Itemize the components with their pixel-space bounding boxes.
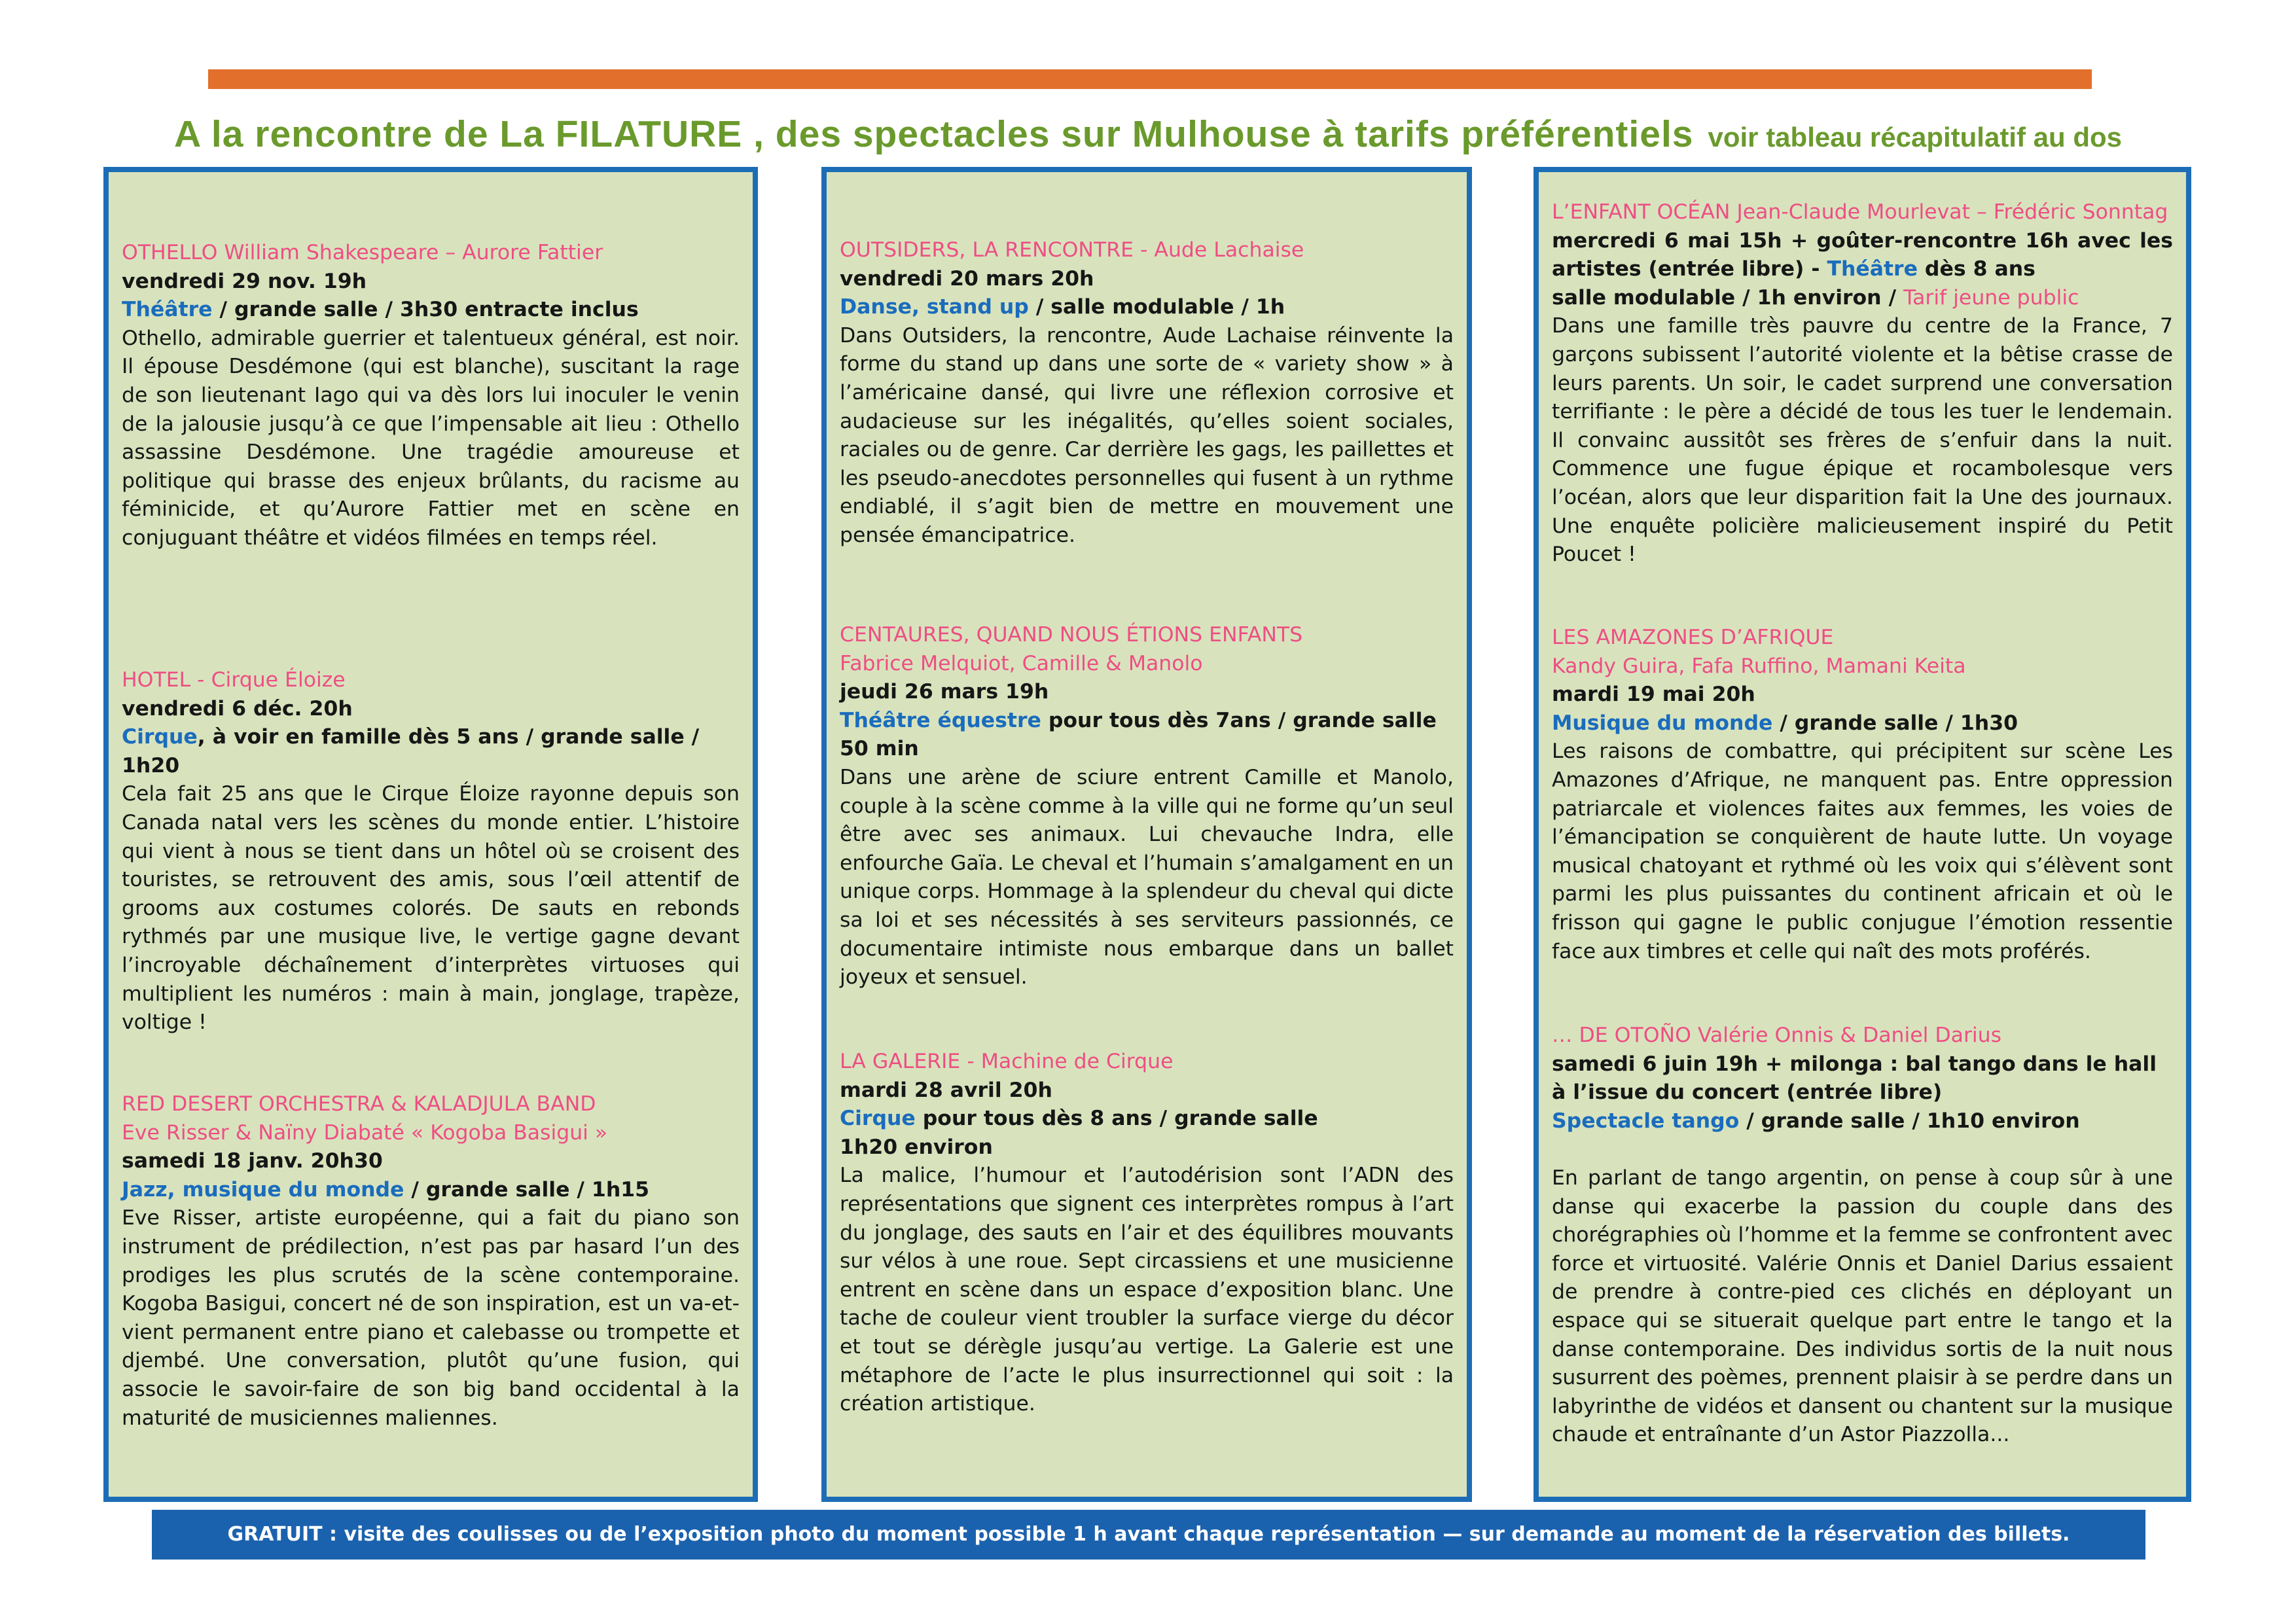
event-title: OTHELLO William Shakespeare – Aurore Fattier <box>122 241 603 264</box>
event-title: CENTAURES, QUAND NOUS ÉTIONS ENFANTS <box>840 623 1303 647</box>
event-info: dès 8 ans <box>1917 257 2036 281</box>
event-centaures <box>840 621 1454 992</box>
footer-label: GRATUIT <box>227 1523 323 1546</box>
event-info: / salle modulable / 1h <box>1028 295 1285 319</box>
event-hotel <box>122 666 740 1037</box>
page-title-subtitle: voir tableau récapitulatif au dos <box>1708 122 2122 152</box>
event-genre: Théâtre <box>122 298 213 322</box>
column-2 <box>821 167 1472 1502</box>
event-title: LES AMAZONES D’AFRIQUE <box>1552 626 1834 649</box>
event-artists: Fabrice Melquiot, Camille & Manolo <box>840 651 1203 675</box>
event-date: mercredi 6 mai 15h + goûter-rencontre 16h avec les artistes (entrée libre) - <box>1552 228 2173 281</box>
event-title: HOTEL - Cirque Éloize <box>122 668 346 692</box>
event-date: samedi 18 janv. 20h30 <box>122 1149 383 1173</box>
event-info: / grande salle / 1h30 <box>1772 711 2018 735</box>
event-red-desert <box>122 1090 740 1433</box>
event-date: samedi 6 juin 19h + milonga : bal tango dans le hall à l’issue du concert (entrée libre) <box>1552 1052 2157 1105</box>
event-info: / grande salle / 1h10 environ <box>1739 1109 2080 1133</box>
event-description: En parlant de tango argentin, on pense à coup sûr à une danse qui exacerbe la passion du couple dans des chorégraphies où l’homme et la femme se confrontent avec force et virtuosité. Valérie Onnis et Daniel Darius essaient de prendre à contre-pied ces clichés en déployant un espace qui se situerait quelque part entre le tango et la danse contemporaine. Des individus sortis de la nuit nous susurrent des poèmes, prennent plaisir à se perdre dans un labyrinthe de vidéos et dansent ou chantent sur la musique chaude et entraînante d’un Astor Piazzolla... <box>1552 1166 2173 1447</box>
event-date: mardi 19 mai 20h <box>1552 683 1755 707</box>
page-title <box>0 105 2296 173</box>
event-date: vendredi 6 déc. 20h <box>122 696 353 721</box>
event-description: Les raisons de combattre, qui précipitent sur scène Les Amazones d’Afrique, ne manquent pas. Entre oppression patriarcale et violences faites aux femmes, les voies de l’émancipation se conquièrent de haute lutte. Un voyage musical chatoyant et rythmé où les voix qui s’élèvent sont parmi les plus puissantes du continent africain et où le frisson qui gagne le public conjugue l’émotion ressentie face aux timbres et celle qui naît des mots proférés. <box>1552 740 2173 963</box>
event-description: Eve Risser, artiste européenne, qui a fait du piano son instrument de prédilection, n’est pas par hasard l’un des prodiges les plus scrutés de la scène contemporaine. Kogoba Basigui, concert né de son inspiration, est un va-et-vient permanent entre piano et calebasse ou trompette et djembé. Une conversation, plutôt qu’une fusion, qui associe le savoir-faire de son big band occidental à la maturité de musiciennes maliennes. <box>122 1206 740 1430</box>
event-description: Othello, admirable guerrier et talentueux général, est noir. Il épouse Desdémone (qui est blanche), suscitant la rage de son lieutenant Iago qui va dès lors lui inoculer le venin de la jalousie jusqu’à ce que l’impensable ait lieu : Othello assassine Desdémone. Une tragédie amoureuse et politique qui brasse des enjeux brûlants, du racisme au féminicide, et qu’Aurore Fattier met en scène en conjuguant théâtre et vidéos filmées en temps réel. <box>122 326 740 550</box>
event-title: L’ENFANT OCÉAN Jean-Claude Mourlevat – Frédéric Sonntag <box>1552 200 2168 224</box>
event-info: pour tous dès 7ans / grande salle <box>1041 708 1437 732</box>
event-artists: Eve Risser & Naïny Diabaté « Kogoba Basigui » <box>122 1120 608 1145</box>
footer-banner <box>152 1510 2145 1560</box>
event-date: vendredi 20 mars 20h <box>840 266 1094 291</box>
event-date: vendredi 29 nov. 19h <box>122 269 367 293</box>
event-description: Dans une famille très pauvre du centre de la France, 7 garçons subissent l’autorité violente et la bêtise crasse de leurs parents. Un soir, le cadet surprend une conversation terrifiante : le père a décidé de tous les tuer le lendemain. Il convainc aussitôt ses frères de s’enfuir dans la nuit. Commence une fugue épique et rocambolesque vers l’océan, alors que leur disparition fait la Une des journaux. Une enquête policière malicieusement inspiré du Petit Poucet ! <box>1552 314 2173 567</box>
event-genre: Cirque <box>840 1107 916 1131</box>
event-date: jeudi 26 mars 19h <box>840 680 1049 704</box>
event-otono <box>1552 1022 2173 1450</box>
event-info-2: salle modulable / 1h environ / <box>1552 285 1904 310</box>
column-3 <box>1534 167 2191 1502</box>
event-date: mardi 28 avril 20h <box>840 1078 1052 1102</box>
event-galerie <box>840 1048 1454 1419</box>
event-info: , à voir en famille dès 5 ans / grande salle / 1h20 <box>122 725 700 777</box>
event-outsiders <box>840 236 1454 550</box>
event-duration: 1h20 environ <box>840 1135 993 1159</box>
event-genre: Jazz, musique du monde <box>122 1177 404 1202</box>
event-description: La malice, l’humour et l’autodérision sont l’ADN des représentations que signent ces interprètes rompus à l’art du jonglage, des sauts en l’air et des équilibres mouvants sur vélos à une roue. Sept circassiens et une musicienne entrent en scène dans un espace d’exposition blanc. Une tache de couleur vient troubler la surface vierge du décor et tout se dérègle jusqu’au vertige. La Galerie est une métaphore de l’acte le plus insurrectionnel qui soit : la création artistique. <box>840 1164 1454 1416</box>
event-genre: Danse, stand up <box>840 295 1029 319</box>
event-title: RED DESERT ORCHESTRA & KALADJULA BAND <box>122 1092 596 1116</box>
event-genre: Cirque <box>122 725 198 749</box>
event-description: Cela fait 25 ans que le Cirque Éloize rayonne depuis son Canada natal vers les scènes du monde entier. L’histoire qui vient à nous se tient dans un hôtel où se croisent des touristes, se retrouvent des amis, sous l’œil attentif de grooms aux costumes colorés. De sauts en rebonds rythmés par une musique live, le vertige gagne devant l’incroyable déchaînement d’interprètes virtuoses qui multiplient les numéros : main à main, jonglage, trapèze, voltige ! <box>122 782 740 1035</box>
page-title-main: A la rencontre de La FILATURE , des spectacles sur Mulhouse à tarifs préférentiels <box>174 113 1694 155</box>
event-title: LA GALERIE - Machine de Cirque <box>840 1050 1174 1073</box>
event-genre: Théâtre <box>1827 257 1918 281</box>
event-title: OUTSIDERS, LA RENCONTRE - Aude Lachaise <box>840 238 1304 262</box>
event-tarif: Tarif jeune public <box>1903 285 2079 310</box>
event-description: Dans une arène de sciure entrent Camille et Manolo, couple à la scène comme à la ville qui ne forme qu’un seul être avec ses animaux. Lui chevauche Indra, elle enfourche Gaïa. Le cheval et l’humain s’amalgament en un unique corps. Hommage à la splendeur du cheval qui dicte sa loi et ses nécessités à ses serviteurs passionnés, ce documentaire intimiste nous embarque dans un ballet joyeux et sensuel. <box>840 765 1454 990</box>
event-title: … DE OTOÑO Valérie Onnis & Daniel Darius <box>1552 1024 2002 1047</box>
event-amazones <box>1552 624 2173 966</box>
footer-text: : visite des coulisses ou de l’exposition photo du moment possible 1 h avant chaque représentation — sur demande au moment de la réservation des billets. <box>322 1523 2070 1546</box>
event-duration: 50 min <box>840 737 919 761</box>
event-info: / grande salle / 1h15 <box>404 1177 650 1202</box>
event-genre: Spectacle tango <box>1552 1109 1740 1133</box>
event-genre: Musique du monde <box>1552 711 1773 735</box>
column-1 <box>103 167 758 1502</box>
event-info: / grande salle / 3h30 entracte inclus <box>212 298 639 322</box>
event-genre: Théâtre équestre <box>840 708 1041 732</box>
event-description: Dans Outsiders, la rencontre, Aude Lachaise réinvente la forme du stand up dans une sorte de « variety show » à l’américaine dansé, qui livre une réflexion corrosive et audacieuse sur les inégalités, qu’elles soient sociales, raciales ou de genre. Car derrière les gags, les paillettes et les pseudo-anecdotes personnelles qui fusent à un rythme endiablé, il s’agit bien de mettre en mouvement une pensée émancipatrice. <box>840 323 1454 547</box>
event-othello <box>122 239 740 553</box>
event-artists: Kandy Guira, Fafa Ruffino, Mamani Keita <box>1552 654 1966 678</box>
event-info: pour tous dès 8 ans / grande salle <box>915 1107 1318 1131</box>
event-enfant-ocean <box>1552 198 2173 569</box>
orange-accent-bar <box>208 69 2092 89</box>
